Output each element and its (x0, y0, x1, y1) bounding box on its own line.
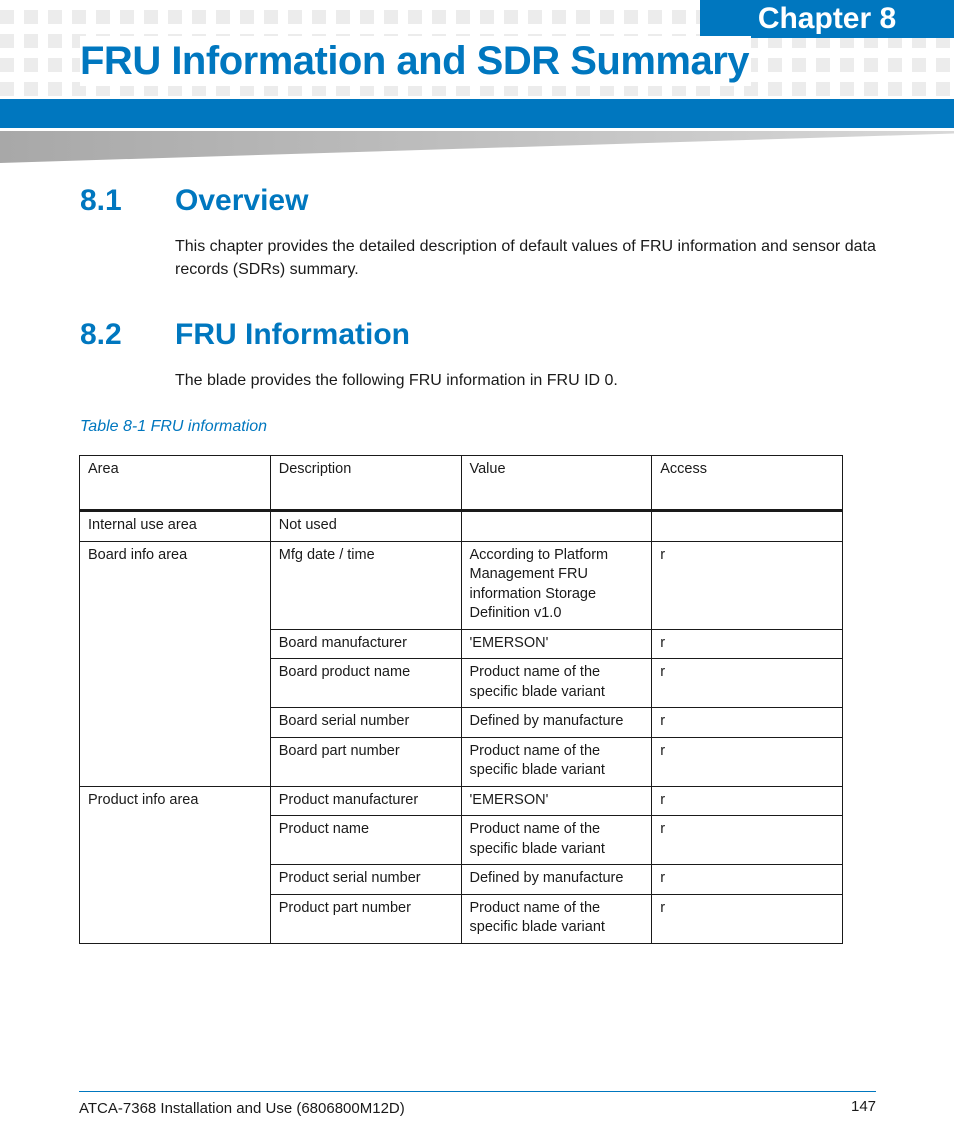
fru-table (79, 455, 843, 944)
description-cell: Product part number (270, 894, 461, 943)
value-cell: Defined by manufacture (461, 708, 652, 738)
footer-document-title: ATCA-7368 Installation and Use (6806800M12D) (79, 1100, 405, 1117)
table-caption: Table 8-1 FRU information (80, 418, 268, 435)
fru-paragraph: The blade provides the following FRU information in FRU ID 0. (175, 372, 618, 389)
section-number: 8.2 (80, 318, 122, 351)
value-cell: 'EMERSON' (461, 786, 652, 816)
value-cell: Product name of the specific blade variant (461, 816, 652, 865)
access-cell: r (652, 659, 843, 708)
section-title: FRU Information (175, 318, 410, 351)
table-row (80, 541, 843, 629)
header-area: Area (80, 456, 271, 511)
access-cell: r (652, 865, 843, 895)
area-cell: Product info area (80, 786, 271, 943)
section-number: 8.1 (80, 184, 122, 217)
description-cell: Board part number (270, 737, 461, 786)
page-number: 147 (851, 1098, 877, 1115)
description-cell: Mfg date / time (270, 541, 461, 629)
description-cell: Product serial number (270, 865, 461, 895)
value-cell: According to Platform Management FRU information Storage Definition v1.0 (461, 541, 652, 629)
footer-rule (79, 1091, 876, 1092)
access-cell: r (652, 541, 843, 629)
header-description: Description (270, 456, 461, 511)
description-cell: Board manufacturer (270, 629, 461, 659)
chapter-title: FRU Information and SDR Summary (80, 36, 751, 86)
access-cell: r (652, 629, 843, 659)
overview-paragraph: This chapter provides the detailed description of default values of FRU information and sensor data records (SDRs) summary. (175, 238, 876, 278)
description-cell: Product manufacturer (270, 786, 461, 816)
value-cell: Product name of the specific blade variant (461, 894, 652, 943)
access-cell: r (652, 816, 843, 865)
value-cell: 'EMERSON' (461, 629, 652, 659)
area-cell: Internal use area (80, 511, 271, 542)
description-cell: Board serial number (270, 708, 461, 738)
description-cell: Not used (270, 511, 461, 542)
header-blue-bar (0, 99, 954, 128)
value-cell (461, 511, 652, 542)
table-row (80, 511, 843, 542)
access-cell: r (652, 786, 843, 816)
value-cell: Defined by manufacture (461, 865, 652, 895)
access-cell: r (652, 708, 843, 738)
access-cell: r (652, 894, 843, 943)
table-header-row (80, 456, 843, 511)
header-grey-wedge (0, 131, 954, 163)
description-cell: Product name (270, 816, 461, 865)
value-cell: Product name of the specific blade variant (461, 659, 652, 708)
area-cell: Board info area (80, 541, 271, 786)
description-cell: Board product name (270, 659, 461, 708)
header-value: Value (461, 456, 652, 511)
table-row (80, 786, 843, 816)
value-cell: Product name of the specific blade variant (461, 737, 652, 786)
access-cell (652, 511, 843, 542)
access-cell: r (652, 737, 843, 786)
section-title: Overview (175, 184, 309, 217)
chapter-label: Chapter 8 (700, 0, 954, 38)
header-access: Access (652, 456, 843, 511)
